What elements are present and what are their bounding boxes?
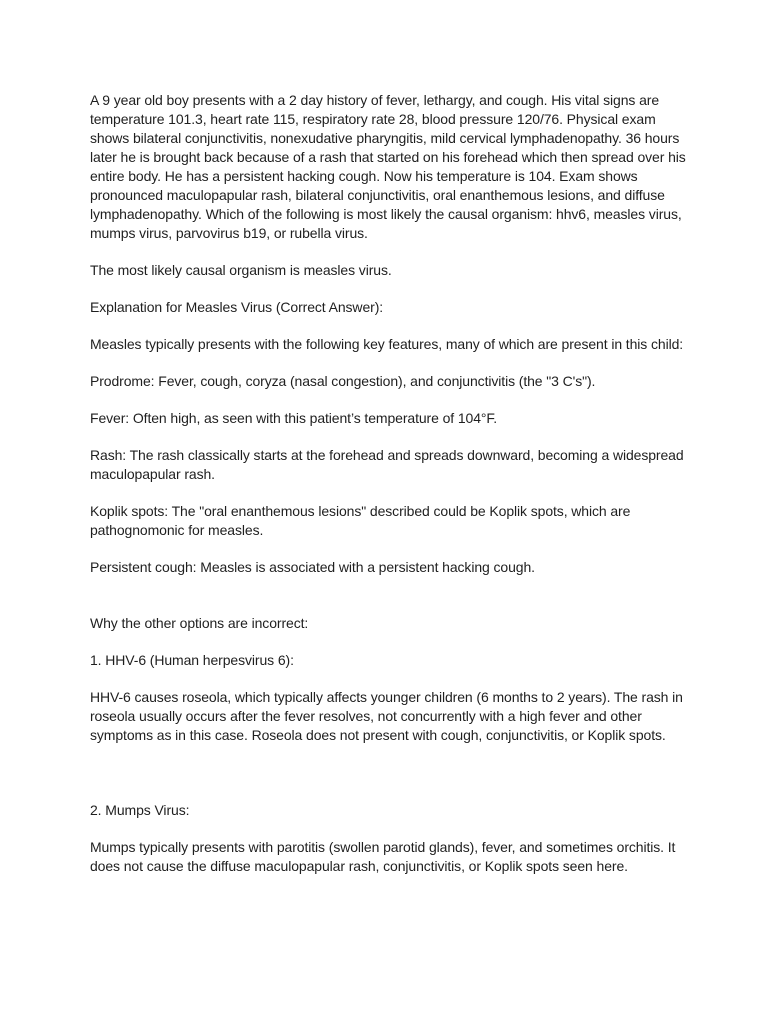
other-options-heading: Why the other options are incorrect: [90, 615, 309, 631]
document-body [90, 91, 690, 894]
rash-paragraph: Rash: The rash classically starts at the forehead and spreads downward, becoming a widespread maculopapular rash. [90, 447, 684, 482]
measles-intro-paragraph: Measles typically presents with the following key features, many of which are present in this child: [90, 336, 684, 352]
answer-paragraph: The most likely causal organism is measles virus. [90, 262, 392, 278]
koplik-paragraph: Koplik spots: The "oral enanthemous lesions" described could be Koplik spots, which are pathognomonic for measles. [90, 503, 631, 538]
hhv6-paragraph: HHV-6 causes roseola, which typically affects younger children (6 months to 2 years). The rash in roseola usually occurs after the fever resolves, not concurrently with a high fever and other symptoms as in this case. Roseola does not present with cough, conjunctivitis, or Koplik spots. [90, 689, 683, 743]
fever-paragraph: Fever: Often high, as seen with this patient’s temperature of 104°F. [90, 410, 498, 426]
mumps-paragraph: Mumps typically presents with parotitis (swollen parotid glands), fever, and sometimes orchitis. It does not cause the diffuse maculopapular rash, conjunctivitis, or Koplik spots seen here. [90, 839, 676, 874]
mumps-heading: 2. Mumps Virus: [90, 802, 190, 818]
cough-paragraph: Persistent cough: Measles is associated with a persistent hacking cough. [90, 559, 535, 575]
prodrome-paragraph: Prodrome: Fever, cough, coryza (nasal congestion), and conjunctivitis (the "3 C's"). [90, 373, 596, 389]
hhv6-heading: 1. HHV-6 (Human herpesvirus 6): [90, 652, 294, 668]
question-paragraph: A 9 year old boy presents with a 2 day history of fever, lethargy, and cough. His vital signs are temperature 101.3, heart rate 115, respiratory rate 28, blood pressure 120/76. Physical exam shows bilateral conjunctivitis, nonexudative pharyngitis, mild cervical lymphadenopathy. 36 hours later he is brought back because of a rash that started on his forehead which then spread over his entire body. He has a persistent hacking cough. Now his temperature is 104. Exam shows pronounced maculopapular rash, bilateral conjunctivitis, oral enanthemous lesions, and diffuse lymphadenopathy. Which of the following is most likely the causal organism: hhv6, measles virus, mumps virus, parvovirus b19, or rubella virus. [90, 92, 686, 241]
explanation-heading: Explanation for Measles Virus (Correct Answer): [90, 299, 384, 315]
